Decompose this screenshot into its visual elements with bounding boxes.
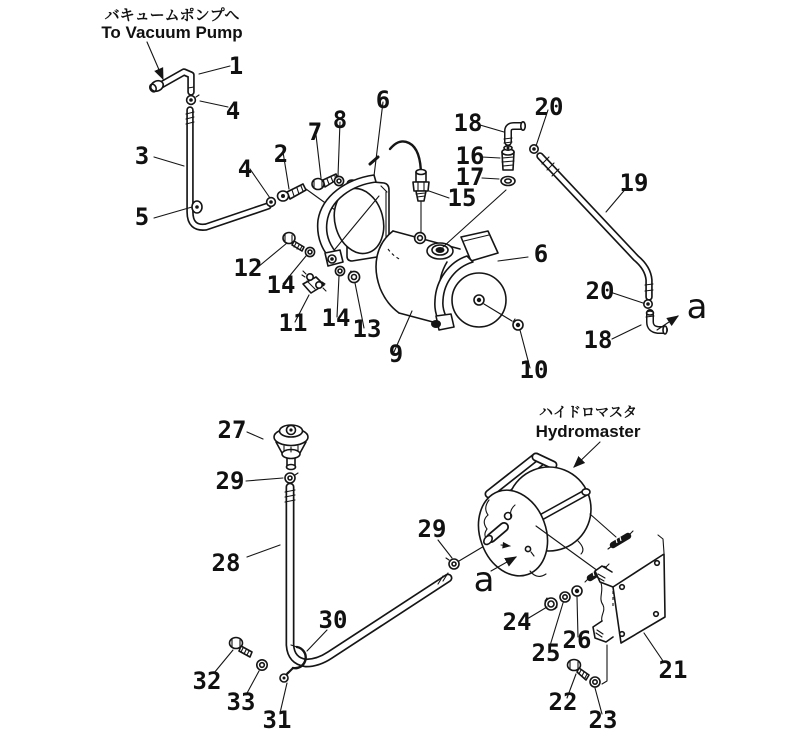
hydromaster-arrow bbox=[574, 442, 600, 467]
callout-1: 1 bbox=[228, 52, 244, 80]
part-5-clamp-bend bbox=[192, 201, 202, 213]
callout-20a: 20 bbox=[534, 93, 564, 121]
part-29-clamp-upper bbox=[285, 473, 298, 483]
part-24-nut bbox=[545, 598, 557, 610]
callout-7: 7 bbox=[307, 118, 323, 146]
callout-32: 32 bbox=[192, 667, 222, 695]
part-17-gasket bbox=[501, 177, 515, 186]
annotation-hydromaster-jp: ハイドロマスタ bbox=[539, 405, 637, 421]
callout-25: 25 bbox=[531, 639, 561, 667]
part-27-breather bbox=[274, 425, 308, 470]
callout-12: 12 bbox=[233, 254, 263, 282]
part-22-bolt bbox=[568, 660, 590, 681]
part-10-plug bbox=[513, 319, 523, 330]
callout-24: 24 bbox=[502, 608, 532, 636]
part-20-nut-lower bbox=[644, 300, 652, 308]
part-20-nut-upper bbox=[530, 145, 538, 153]
callout-16: 16 bbox=[455, 142, 485, 170]
callout-28: 28 bbox=[211, 549, 241, 577]
part-33-washer bbox=[257, 660, 267, 670]
callout-5: 5 bbox=[134, 203, 150, 231]
ref-a-upper: a bbox=[686, 287, 708, 327]
part-12-bolt bbox=[283, 233, 304, 252]
callout-29b: 29 bbox=[417, 515, 447, 543]
callout-4a: 4 bbox=[225, 97, 241, 125]
part-23-washer bbox=[590, 677, 600, 687]
callout-31: 31 bbox=[262, 706, 292, 734]
part-4-clamp-top bbox=[187, 95, 199, 104]
callout-21: 21 bbox=[658, 656, 688, 684]
callout-14a: 14 bbox=[266, 271, 296, 299]
callout-33: 33 bbox=[226, 688, 256, 716]
callout-17: 17 bbox=[455, 163, 485, 191]
callout-23: 23 bbox=[588, 706, 618, 734]
part-32-bolt bbox=[230, 638, 253, 658]
callout-2: 2 bbox=[273, 140, 289, 168]
part-18-elbow-upper bbox=[504, 122, 525, 143]
callout-4b: 4 bbox=[237, 155, 253, 183]
part-29-clamp-lower bbox=[446, 558, 459, 569]
part-4-clamp-mid bbox=[267, 198, 276, 207]
callout-18a: 18 bbox=[453, 109, 483, 137]
callout-6b: 6 bbox=[533, 240, 549, 268]
annotation-vacuum-en: To Vacuum Pump bbox=[101, 23, 243, 42]
part-1-hose-elbow bbox=[149, 72, 194, 93]
callout-20b: 20 bbox=[585, 277, 615, 305]
part-28-tube bbox=[285, 487, 448, 663]
hydromaster-assembly bbox=[230, 425, 666, 687]
part-13-nut bbox=[348, 271, 359, 283]
callout-14b: 14 bbox=[321, 304, 351, 332]
callout-15: 15 bbox=[447, 184, 477, 212]
callout-6a: 6 bbox=[375, 86, 391, 114]
part-25-washer bbox=[560, 592, 570, 602]
leader-lines bbox=[154, 66, 663, 714]
callout-3: 3 bbox=[134, 142, 150, 170]
part-11-bracket bbox=[302, 271, 326, 293]
annotation-hydromaster-en: Hydromaster bbox=[535, 422, 641, 441]
part-16-valve bbox=[502, 146, 514, 170]
part-31-fitting bbox=[280, 668, 293, 682]
callout-30: 30 bbox=[318, 606, 348, 634]
callout-27: 27 bbox=[217, 416, 247, 444]
part-18-elbow-lower bbox=[646, 311, 667, 334]
callout-18b: 18 bbox=[583, 326, 613, 354]
part-8-washer bbox=[334, 176, 343, 185]
part-14-washer-a bbox=[305, 247, 314, 256]
annotation-vacuum-jp: バキュームポンプへ bbox=[104, 6, 240, 24]
part-21-bracket bbox=[593, 535, 665, 684]
callout-13: 13 bbox=[352, 315, 382, 343]
vacuum-pump-arrow bbox=[147, 42, 163, 79]
callout-19: 19 bbox=[619, 169, 649, 197]
callout-26: 26 bbox=[562, 626, 592, 654]
part-14-washer-b bbox=[335, 266, 344, 275]
callout-10: 10 bbox=[519, 356, 549, 384]
part-26-lock-washer bbox=[572, 586, 582, 596]
callout-9: 9 bbox=[388, 340, 404, 368]
callout-29a: 29 bbox=[215, 467, 245, 495]
ref-a-lower: a bbox=[473, 560, 495, 600]
callout-11: 11 bbox=[278, 309, 308, 337]
callout-8: 8 bbox=[332, 106, 348, 134]
callout-22: 22 bbox=[548, 688, 578, 716]
